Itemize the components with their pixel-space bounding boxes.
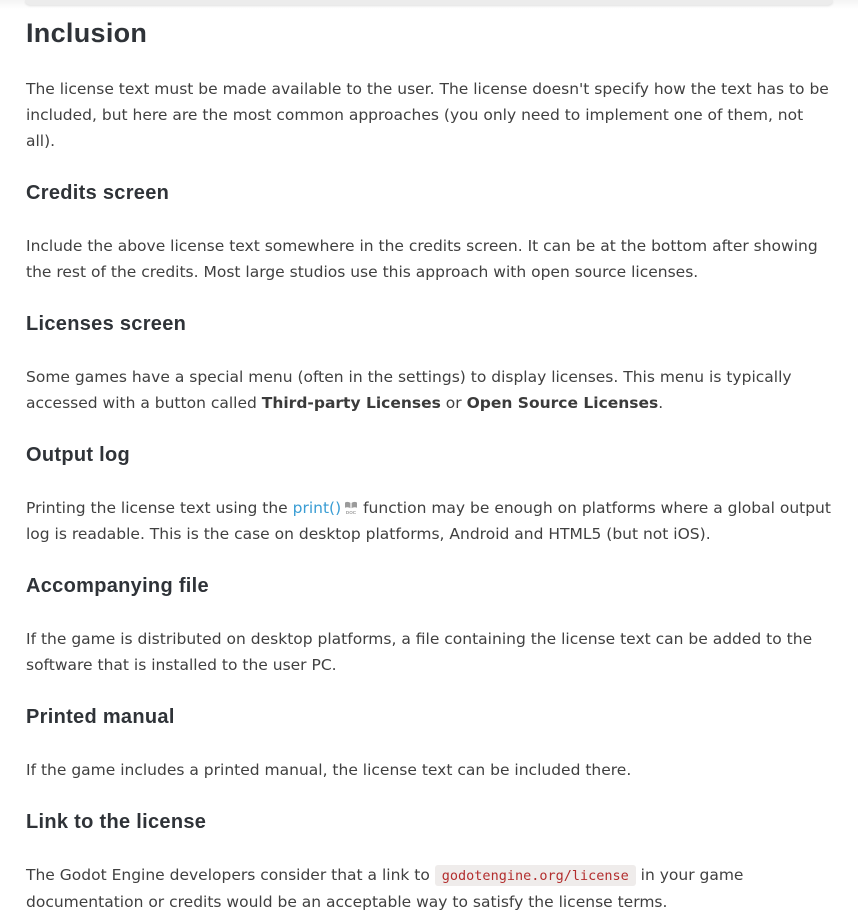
section-heading-output-log: Output log	[26, 444, 131, 466]
section-heading-credits-screen: Credits screen	[26, 182, 170, 204]
print-function-link[interactable]: print()	[292, 499, 342, 517]
godotengine-license-code: godotengine.org/license	[435, 865, 636, 886]
credits-screen-paragraph: Include the above license text somewhere in the credits screen. It can be at the bottom after showing the rest of the credits. Most large studios use this approach with open source licenses.	[26, 237, 818, 281]
output-log-paragraph	[26, 495, 832, 547]
intro-paragraph: The license text must be made available to the user. The license doesn't specify how the text has to be included, but here are the most common approaches (you only need to implement one of them, not all).	[26, 80, 829, 150]
licenses-text-start: Some games have a special menu (often in the settings) to display licenses. This menu is typically accessed with a button called	[26, 368, 792, 412]
license-link-text-start: The Godot Engine developers consider that a link to	[26, 866, 435, 884]
third-party-licenses-label: Third-party Licenses	[261, 394, 441, 412]
printed-manual-paragraph: If the game includes a printed manual, the license text can be included there.	[26, 761, 632, 779]
license-link-text-end: in your game documentation or credits would be an acceptable way to satisfy the license terms.	[26, 866, 744, 911]
section-heading-licenses-screen: Licenses screen	[26, 313, 187, 335]
licenses-text-end: .	[658, 394, 664, 412]
open-source-licenses-label: Open Source Licenses	[466, 394, 659, 412]
licenses-screen-paragraph	[26, 364, 832, 416]
section-heading-link-to-license: Link to the license	[26, 811, 207, 833]
accompanying-file-paragraph: If the game is distributed on desktop platforms, a file containing the license text can be added to the software that is installed to the user PC.	[26, 630, 813, 674]
section-heading-accompanying-file: Accompanying file	[26, 575, 209, 597]
svg-text:DOC: DOC	[346, 510, 357, 515]
section-heading-printed-manual: Printed manual	[26, 706, 175, 728]
page-title: Inclusion	[26, 18, 148, 48]
output-log-text-start: Printing the license text using the	[26, 499, 293, 517]
licenses-text-or: or	[440, 394, 467, 412]
license-link-paragraph	[26, 862, 832, 915]
doc-reference-icon[interactable]	[344, 501, 358, 515]
output-log-text-end: function may be enough on platforms where a global output log is readable. This is the case on desktop platforms, Android and HTML5 (but not iOS).	[26, 499, 831, 543]
